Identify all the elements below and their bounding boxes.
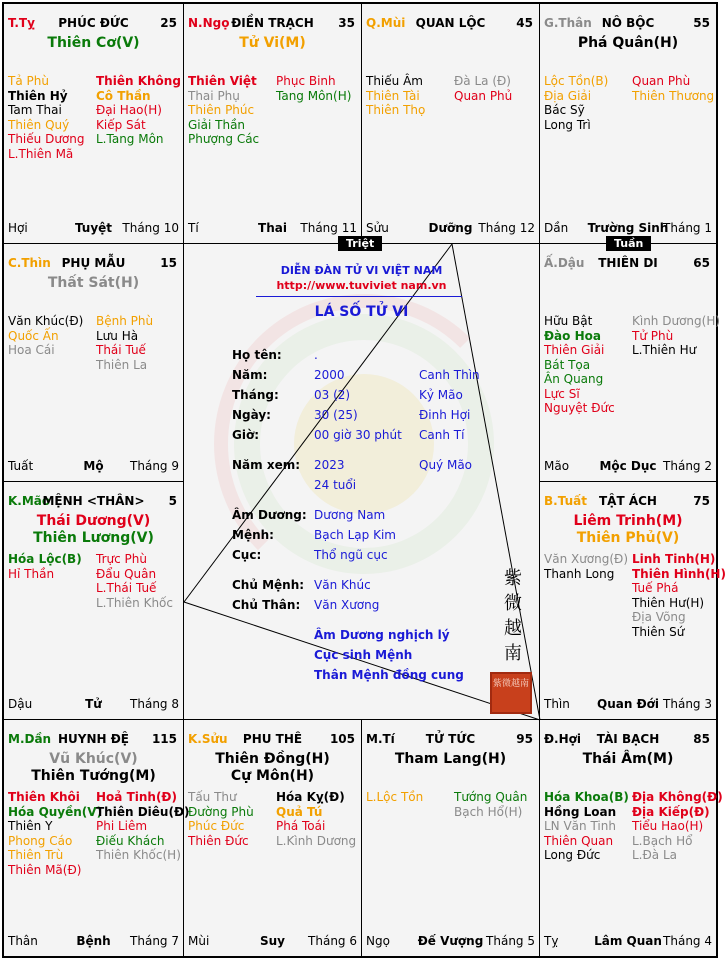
minor-star: Linh Tinh(H): [632, 552, 716, 566]
minor-star: Thiên Giải: [544, 343, 605, 357]
palace-tu-tuc: [362, 720, 540, 956]
cell-major-stars: [4, 513, 183, 547]
cell-minor-stars-right: [632, 74, 714, 103]
note-than-menh: Thân Mệnh đồng cung: [314, 668, 464, 682]
minor-star: Giải Thần: [188, 117, 246, 132]
major-star: Cự Môn(H): [230, 768, 315, 784]
minor-star: Thiên Quý: [8, 117, 70, 132]
minor-star: Long Trì: [544, 117, 591, 132]
minor-star: Thai Phụ: [188, 88, 240, 103]
minor-star: Tướng Quân: [454, 790, 528, 804]
minor-star: Địa Giải: [544, 88, 592, 103]
minor-star: Thiên Quan: [544, 833, 614, 848]
amduong-value: Dương Nam: [314, 508, 386, 522]
minor-star: Lực Sĩ: [544, 386, 580, 401]
minor-star: Địa Không(Đ): [632, 790, 723, 804]
cell-major-stars: [4, 35, 183, 52]
minor-star: Thiên Việt: [188, 74, 257, 88]
cell-minor-stars-left: [188, 790, 254, 848]
cell-dai-han-number: 15: [160, 256, 177, 270]
minor-star: Phục Binh: [276, 74, 336, 88]
cell-branch: Mùi: [188, 934, 210, 948]
minor-star: Bệnh Phù: [96, 314, 154, 328]
minor-star: Địa Kiếp(Đ): [632, 804, 710, 819]
cell-dai-han-number: 115: [151, 732, 177, 746]
minor-star: Hữu Bật: [544, 314, 593, 328]
minor-star: Hóa Khoa(B): [544, 790, 629, 804]
minor-star: Cô Thần: [96, 88, 151, 103]
minor-star: Đường Phù: [188, 804, 254, 819]
cell-major-stars: [540, 751, 716, 768]
major-star: Thiên Phủ(V): [576, 530, 680, 546]
minor-star: L.Thái Tuế: [96, 581, 157, 595]
palace-dien-trach: [184, 4, 362, 244]
minor-star: L.Bạch Hổ: [632, 833, 693, 848]
amduong-label: Âm Dương:: [232, 508, 307, 522]
cell-footer: [544, 934, 712, 948]
minor-star: Đào Hoa: [544, 328, 601, 343]
cell-life-stage: Trường Sinh: [587, 221, 669, 235]
cell-palace-name: PHÚC ĐỨC: [58, 16, 129, 30]
calligraphy-char-1: 紫: [504, 568, 522, 589]
minor-star: Hoả Tinh(Đ): [96, 790, 177, 804]
minor-star: Thiên La: [96, 357, 148, 372]
cell-footer: [188, 221, 357, 235]
chart-title: LÁ SỐ TỬ VI: [314, 304, 409, 320]
minor-star: Thiên Đức: [188, 833, 249, 848]
major-star: Vũ Khúc(V): [49, 751, 138, 767]
palace-tat-ach: [540, 482, 726, 720]
cuc-label: Cục:: [232, 548, 262, 562]
month-label: Tháng:: [232, 388, 279, 402]
cell-can-chi: N.Ngọ: [188, 16, 230, 30]
cell-major-stars: [4, 751, 183, 785]
cell-month: Tháng 3: [663, 697, 712, 711]
cell-footer: [188, 934, 357, 948]
forum-url[interactable]: http://www.tuviviet nam.vn: [276, 279, 447, 292]
cell-minor-stars-right: [632, 314, 720, 358]
minor-star: Long Đức: [544, 848, 601, 862]
minor-star: Hóa Kỵ(Đ): [276, 790, 345, 804]
cell-life-stage: Suy: [259, 934, 285, 948]
cell-can-chi: K.Mão: [8, 494, 51, 508]
cell-life-stage: Mộ: [83, 459, 104, 473]
cell-can-chi: M.Tí: [366, 732, 395, 746]
minor-star: L.Lộc Tồn: [366, 790, 424, 804]
palace-no-boc: [540, 4, 716, 244]
cell-minor-stars-left: [8, 790, 102, 877]
cell-dai-han-number: 95: [516, 732, 533, 746]
month-canchi: Kỷ Mão: [419, 388, 463, 402]
center-info-panel: [184, 244, 540, 720]
major-star: Thiên Tướng(M): [31, 768, 156, 784]
cell-minor-stars-right: [96, 552, 173, 610]
year-label: Năm:: [232, 368, 268, 382]
cuc-value: Thổ ngũ cục: [314, 548, 388, 562]
palace-thien-di: [540, 244, 721, 482]
cell-minor-stars-left: [544, 790, 629, 863]
cell-can-chi: Q.Mùi: [366, 16, 406, 30]
cell-minor-stars-right: [454, 790, 527, 819]
minor-star: Kiếp Sát: [96, 117, 146, 132]
month-value: 03 (2): [314, 388, 351, 402]
cell-can-chi: Ấ.Dậu: [544, 256, 585, 270]
cell-month: Tháng 9: [130, 459, 179, 473]
minor-star: Thiên Hỷ: [8, 88, 68, 103]
cell-palace-name: MỆNH <THÂN>: [42, 494, 145, 508]
cell-minor-stars-left: [366, 74, 425, 118]
cell-dai-han-number: 65: [693, 256, 710, 270]
minor-star: Ân Quang: [544, 372, 604, 386]
cell-palace-name: HUYNH ĐỆ: [58, 732, 129, 746]
minor-star: Hồng Loan: [544, 804, 617, 819]
cell-minor-stars-left: [8, 314, 83, 358]
palace-quan-loc: [362, 4, 540, 244]
minor-star: Thiên Mã(Đ): [8, 862, 82, 877]
chumenh-label: Chủ Mệnh:: [232, 578, 305, 592]
cell-minor-stars-left: [544, 314, 615, 416]
minor-star: Tả Phù: [8, 74, 49, 88]
cell-branch: Tuất: [8, 459, 34, 473]
cell-can-chi: K.Sửu: [188, 732, 228, 746]
cell-branch: Thìn: [544, 697, 570, 711]
cell-life-stage: Quan Đới: [597, 697, 659, 711]
minor-star: Bác Sỹ: [544, 103, 585, 117]
minor-star: Thiên Phúc: [188, 103, 255, 117]
cell-dai-han-number: 45: [516, 16, 533, 30]
calligraphy-char-3: 越: [504, 618, 522, 639]
minor-star: L.Tang Môn: [96, 132, 164, 146]
cell-minor-stars-left: [8, 552, 82, 581]
view-year-value: 2023: [314, 458, 345, 472]
cell-major-stars: [184, 751, 361, 785]
minor-star: Địa Võng: [632, 610, 686, 624]
minor-star: Thiên Sứ: [632, 624, 685, 639]
minor-star: Thiên Thương: [632, 88, 715, 103]
minor-star: Bạch Hổ(H): [454, 804, 523, 819]
cell-life-stage: Bệnh: [76, 934, 111, 948]
calligraphy-char-2: 微: [504, 593, 522, 614]
calligraphy-char-4: 南: [504, 643, 522, 664]
note-amduong: Âm Dương nghịch lý: [314, 628, 450, 642]
cell-life-stage: Lâm Quan: [594, 934, 662, 948]
cell-life-stage: Tử: [85, 697, 102, 711]
minor-star: Điếu Khách: [96, 833, 165, 848]
minor-star: Quan Phủ: [454, 88, 513, 103]
major-star: Thái Âm(M): [582, 751, 674, 767]
cell-life-stage: Dưỡng: [428, 221, 473, 235]
cell-footer: [8, 934, 179, 948]
major-star: Thiên Đồng(H): [215, 751, 330, 767]
minor-star: Phá Toái: [276, 819, 326, 833]
red-seal-stamp: [490, 672, 532, 714]
minor-star: Đại Hao(H): [96, 103, 162, 117]
palace-phuc-duc: [4, 4, 184, 244]
cell-palace-name: TỬ TỨC: [425, 732, 476, 746]
calligraphy-vertical: [502, 566, 524, 666]
minor-star: Tam Thai: [8, 103, 62, 117]
cell-branch: Dần: [544, 221, 569, 235]
cell-branch: Ngọ: [366, 934, 390, 948]
cell-minor-stars-right: [276, 74, 351, 103]
cell-branch: Tỵ: [544, 934, 559, 948]
cell-minor-stars-left: [544, 74, 608, 132]
view-year-label: Năm xem:: [232, 458, 301, 472]
triet-label: Triệt: [338, 236, 382, 251]
cell-footer: [544, 697, 712, 711]
cell-footer: [8, 221, 179, 235]
minor-star: Hỉ Thần: [8, 566, 55, 581]
minor-star: Quan Phù: [632, 74, 691, 88]
minor-star: Tiểu Hao(H): [632, 819, 704, 833]
major-star: Tử Vi(M): [239, 35, 306, 51]
cell-palace-name: TẬT ÁCH: [599, 494, 657, 508]
cell-major-stars: [4, 275, 183, 292]
minor-star: Tang Môn(H): [276, 88, 352, 103]
minor-star: Tuế Phá: [632, 581, 679, 595]
cell-footer: [366, 934, 535, 948]
cell-minor-stars-right: [276, 790, 356, 848]
cell-major-stars: [540, 35, 716, 52]
minor-star: Thiếu Âm: [366, 74, 423, 88]
cell-footer: [8, 459, 179, 473]
cell-life-stage: Thai: [258, 221, 287, 235]
cell-dai-han-number: 105: [329, 732, 355, 746]
tuan-label: Tuần: [606, 236, 651, 251]
hour-value: 00 giờ 30 phút: [314, 428, 402, 442]
cell-dai-han-number: 55: [693, 16, 710, 30]
minor-star: Trực Phù: [96, 552, 147, 566]
minor-star: Đà La (Đ): [454, 74, 511, 88]
minor-star: Thiên Y: [8, 819, 53, 833]
minor-star: Thiên Không: [96, 74, 181, 88]
major-star: Phá Quân(H): [577, 35, 679, 51]
major-star: Thiên Cơ(V): [47, 35, 140, 51]
cell-footer: [544, 221, 712, 235]
cell-minor-stars-left: [188, 74, 259, 147]
cell-branch: Dậu: [8, 697, 33, 711]
name-value: .: [314, 348, 318, 362]
menh-value: Bạch Lạp Kim: [314, 528, 396, 542]
cell-minor-stars-right: [96, 74, 181, 147]
cell-month: Tháng 8: [130, 697, 179, 711]
cell-major-stars: [184, 35, 361, 52]
minor-star: Hóa Quyền(V): [8, 804, 103, 819]
day-value: 30 (25): [314, 408, 358, 422]
minor-star: Đẩu Quân: [96, 566, 157, 581]
minor-star: Quả Tú: [276, 804, 323, 819]
cell-footer: [8, 697, 179, 711]
minor-star: Văn Khúc(Đ): [8, 314, 84, 328]
url-underline: [256, 296, 462, 297]
cell-palace-name: THIÊN DI: [598, 256, 658, 270]
minor-star: Nguyệt Đức: [544, 401, 615, 415]
minor-star: Thiên Khốc(H): [96, 848, 181, 862]
palace-huynh-de: [4, 720, 190, 956]
minor-star: Lộc Tồn(B): [544, 74, 609, 88]
minor-star: Bát Tọa: [544, 357, 591, 372]
minor-star: Phượng Các: [188, 132, 260, 146]
cell-minor-stars-right: [454, 74, 512, 103]
palace-tai-bach: [540, 720, 723, 956]
cell-can-chi: Đ.Hợi: [544, 732, 582, 746]
minor-star: Thiên Hình(H): [632, 566, 726, 581]
cell-dai-han-number: 75: [693, 494, 710, 508]
major-star: Thất Sát(H): [47, 275, 140, 291]
minor-star: L.Đà La: [632, 848, 678, 862]
minor-star: Thiếu Dương: [8, 132, 85, 146]
cell-month: Tháng 2: [663, 459, 712, 473]
minor-star: Hoa Cái: [8, 343, 55, 357]
minor-star: Thiên Khôi: [8, 790, 80, 804]
minor-star: Phúc Đức: [188, 819, 245, 833]
cell-footer: [544, 459, 712, 473]
minor-star: Lưu Hà: [96, 328, 139, 343]
year-canchi: Canh Thìn: [419, 368, 480, 382]
minor-star: Thiên Diêu(Đ): [96, 804, 190, 819]
tu-vi-chart: [2, 2, 726, 958]
cell-major-stars: [362, 751, 539, 768]
cell-minor-stars-right: [96, 790, 189, 863]
cell-month: Tháng 12: [478, 221, 535, 235]
name-label: Họ tên:: [232, 348, 282, 362]
cell-life-stage: Mộc Dục: [599, 459, 657, 473]
seal-text: 紫微越南: [492, 679, 529, 689]
cell-palace-name: NÔ BỘC: [601, 16, 655, 30]
minor-star: Thiên Trù: [8, 848, 64, 862]
cell-month: Tháng 11: [300, 221, 357, 235]
cell-branch: Tí: [188, 221, 199, 235]
major-star: Liêm Trinh(M): [573, 513, 683, 529]
minor-star: Tấu Thư: [188, 790, 237, 804]
minor-star: LN Văn Tinh: [544, 819, 616, 833]
day-label: Ngày:: [232, 408, 271, 422]
palace-menh: [4, 482, 184, 720]
minor-star: L.Thiên Mã: [8, 146, 74, 161]
cell-minor-stars-right: [632, 552, 726, 639]
cell-minor-stars-left: [8, 74, 84, 161]
minor-star: Thiên Tài: [366, 88, 420, 103]
cell-dai-han-number: 35: [338, 16, 355, 30]
year-value: 2000: [314, 368, 345, 382]
cell-life-stage: Tuyệt: [74, 221, 113, 235]
menh-label: Mệnh:: [232, 528, 274, 542]
major-star: Thái Dương(V): [36, 513, 151, 529]
palace-phu-mau: [4, 244, 184, 482]
cell-month: Tháng 7: [130, 934, 179, 948]
minor-star: Phong Cáo: [8, 833, 73, 848]
cell-month: Tháng 10: [122, 221, 179, 235]
cell-can-chi: C.Thìn: [8, 256, 51, 270]
cell-can-chi: T.Tỵ: [8, 16, 35, 30]
minor-star: Thiên Thọ: [366, 103, 426, 117]
cell-branch: Sửu: [366, 221, 389, 235]
cell-month: Tháng 6: [308, 934, 357, 948]
note-cuc: Cục sinh Mệnh: [314, 648, 413, 662]
minor-star: Quốc Ấn: [8, 328, 59, 343]
minor-star: Thanh Long: [544, 566, 615, 581]
cell-dai-han-number: 85: [693, 732, 710, 746]
cell-palace-name: PHỤ MẪU: [61, 256, 126, 270]
cell-branch: Mão: [544, 459, 570, 473]
cell-palace-name: QUAN LỘC: [415, 16, 486, 30]
cell-major-stars: [540, 513, 716, 547]
cell-palace-name: ĐIỀN TRẠCH: [231, 16, 314, 30]
minor-star: Tử Phù: [632, 328, 674, 343]
cell-minor-stars-right: [632, 790, 723, 863]
cell-palace-name: PHU THÊ: [242, 732, 303, 746]
minor-star: Phi Liêm: [96, 819, 148, 833]
minor-star: Hóa Lộc(B): [8, 552, 82, 566]
minor-star: L.Thiên Khốc: [96, 595, 173, 610]
minor-star: Thái Tuế: [96, 343, 146, 357]
minor-star: Văn Xương(Đ): [544, 552, 629, 566]
hour-label: Giờ:: [232, 428, 260, 442]
cell-can-chi: M.Dần: [8, 732, 52, 746]
cell-branch: Thân: [8, 934, 38, 948]
cell-branch: Hợi: [8, 221, 28, 235]
chuthan-value: Văn Xương: [314, 598, 380, 612]
cell-life-stage: Đế Vượng: [417, 934, 484, 948]
cell-dai-han-number: 5: [168, 494, 177, 508]
minor-star: L.Kình Dương: [276, 833, 357, 848]
view-year-canchi: Quý Mão: [419, 458, 473, 472]
cell-dai-han-number: 25: [160, 16, 177, 30]
day-canchi: Đinh Hợi: [419, 408, 471, 422]
hour-canchi: Canh Tí: [419, 428, 465, 442]
minor-star: L.Thiên Hư: [632, 343, 697, 357]
cell-minor-stars-left: [544, 552, 628, 581]
major-star: Tham Lang(H): [394, 751, 507, 767]
cell-footer: [366, 221, 535, 235]
cell-minor-stars-right: [96, 314, 153, 372]
cell-month: Tháng 1: [663, 221, 712, 235]
chuthan-label: Chủ Thân:: [232, 598, 301, 612]
cell-month: Tháng 5: [486, 934, 535, 948]
cell-can-chi: B.Tuất: [544, 494, 587, 508]
cell-palace-name: TÀI BẠCH: [596, 732, 660, 746]
forum-name: DIỄN ĐÀN TỬ VI VIỆT NAM: [280, 264, 443, 277]
cell-month: Tháng 4: [663, 934, 712, 948]
chumenh-value: Văn Khúc: [314, 578, 371, 592]
cell-can-chi: G.Thân: [544, 16, 592, 30]
minor-star: Kình Dương(H): [632, 314, 721, 328]
cell-minor-stars-left: [366, 790, 423, 805]
age-value: 24 tuổi: [314, 478, 357, 492]
minor-star: Thiên Hư(H): [632, 595, 705, 610]
palace-phu-the: [184, 720, 362, 956]
major-star: Thiên Lương(V): [33, 530, 154, 546]
